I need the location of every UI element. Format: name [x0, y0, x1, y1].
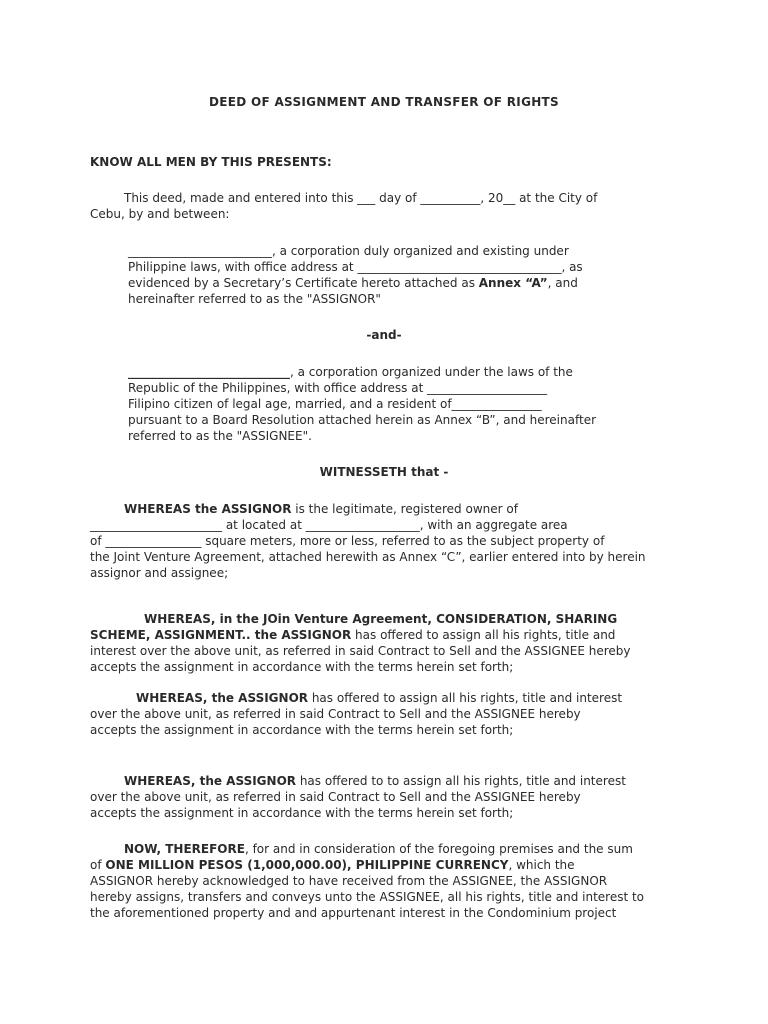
and-separator: [0, 328, 768, 344]
now-therefore-lead: NOW, THEREFORE: [124, 842, 245, 856]
whereas2-lead: WHEREAS, in the JOin Venture Agreement, CONSIDERATION, SHARING: [144, 612, 618, 626]
party2-line-5: referred to as the "ASSIGNEE".: [128, 429, 312, 443]
now-therefore-line-4: hereby assigns, transfers and conveys unto the ASSIGNEE, all his rights, title and interest to: [90, 890, 645, 904]
now-therefore-line-3: ASSIGNOR hereby acknowledged to have received from the ASSIGNEE, the ASSIGNOR: [90, 874, 608, 888]
whereas4-lead: WHEREAS, the ASSIGNOR: [124, 774, 297, 788]
party2-line-4: pursuant to a Board Resolution attached herein as Annex “B”, and hereinafter: [128, 413, 597, 427]
party2-line-3: Filipino citizen of legal age, married, and a resident of_______________: [128, 397, 542, 411]
whereas4-line-3: accepts the assignment in accordance with the terms herein set forth;: [90, 806, 514, 820]
whereas4-line-1: [124, 774, 626, 790]
now-therefore-line-5: the aforementioned property and and appurtenant interest in the Condominium project: [90, 906, 617, 920]
whereas1-line-3: of ________________ square meters, more or less, referred to as the subject property of: [90, 534, 605, 548]
whereas3-line-2: over the above unit, as referred in said Contract to Sell and the ASSIGNEE hereby: [90, 707, 581, 721]
whereas1-lead: WHEREAS the ASSIGNOR: [124, 502, 292, 516]
whereas2-line-2: [90, 628, 615, 644]
witnesseth-heading: [0, 465, 768, 481]
party1-line-3-end: , and: [547, 276, 578, 290]
whereas3-line-1: [136, 691, 622, 707]
now-therefore-line-1-text: , for and in consideration of the foregoing premises and the sum: [244, 842, 633, 856]
whereas2-line-4: accepts the assignment in accordance with the terms herein set forth;: [90, 660, 514, 674]
whereas1-line-5: assignor and assignee;: [90, 566, 229, 580]
whereas3-line-1-text: has offered to assign all his rights, title and interest: [308, 691, 623, 705]
party2-line-1-text: , a corporation organized under the laws of the: [290, 365, 573, 379]
know-all-heading: [90, 155, 332, 171]
whereas3-line-3: accepts the assignment in accordance with the terms herein set forth;: [90, 723, 514, 737]
whereas1-line-1-text: is the legitimate, registered owner of: [291, 502, 518, 516]
now-therefore-line-2: [90, 858, 575, 874]
party1-line-2: Philippine laws, with office address at __________________________________, as: [128, 260, 583, 274]
whereas3-lead: WHEREAS, the ASSIGNOR: [136, 691, 309, 705]
whereas2-line-1: [144, 612, 617, 628]
witnesseth-text: WITNESSETH that -: [319, 465, 449, 479]
now-therefore-line-2-end: , which the: [508, 858, 575, 872]
intro-line-2: Cebu, by and between:: [90, 207, 230, 221]
whereas2-line-2-text: has offered to assign all his rights, title and: [351, 628, 616, 642]
intro-line-1: This deed, made and entered into this ___ day of __________, 20__ at the City of: [124, 191, 598, 205]
party1-line-3: [128, 276, 578, 292]
party2-line-1: [128, 365, 573, 381]
party1-line-3-text: evidenced by a Secretary’s Certificate hereto attached as: [128, 276, 479, 290]
and-text: -and-: [366, 328, 402, 342]
whereas2-lead-2: SCHEME, ASSIGNMENT.. the ASSIGNOR: [90, 628, 352, 642]
party2-line-2: Republic of the Philippines, with office address at ____________________: [128, 381, 548, 395]
know-all-text: KNOW ALL MEN BY THIS PRESENTS:: [90, 155, 332, 169]
party2-name-blank: ___________________________: [128, 365, 290, 379]
party1-line-4: hereinafter referred to as the "ASSIGNOR": [128, 292, 381, 306]
whereas4-line-2: over the above unit, as referred in said Contract to Sell and the ASSIGNEE hereby: [90, 790, 581, 804]
now-therefore-line-1: [124, 842, 633, 858]
whereas1-line-1: [124, 502, 518, 518]
whereas4-line-1-text: has offered to to assign all his rights, title and interest: [296, 774, 626, 788]
whereas1-line-2: ______________________ at located at ___________________, with an aggregate area: [90, 518, 568, 532]
whereas2-line-3: interest over the above unit, as referred in said Contract to Sell and the ASSIGNEE hereby: [90, 644, 631, 658]
document-title: DEED OF ASSIGNMENT AND TRANSFER OF RIGHTS: [209, 95, 559, 109]
annex-a-label: Annex “A”: [478, 276, 548, 290]
consideration-amount: ONE MILLION PESOS (1,000,000.00), PHILIPPINE CURRENCY: [105, 858, 509, 872]
now-therefore-line-2-start: of: [90, 858, 106, 872]
whereas1-line-4: the Joint Venture Agreement, attached herewith as Annex “C”, earlier entered into by herein: [90, 550, 646, 564]
party1-line-1: ________________________, a corporation duly organized and existing under: [128, 244, 569, 258]
